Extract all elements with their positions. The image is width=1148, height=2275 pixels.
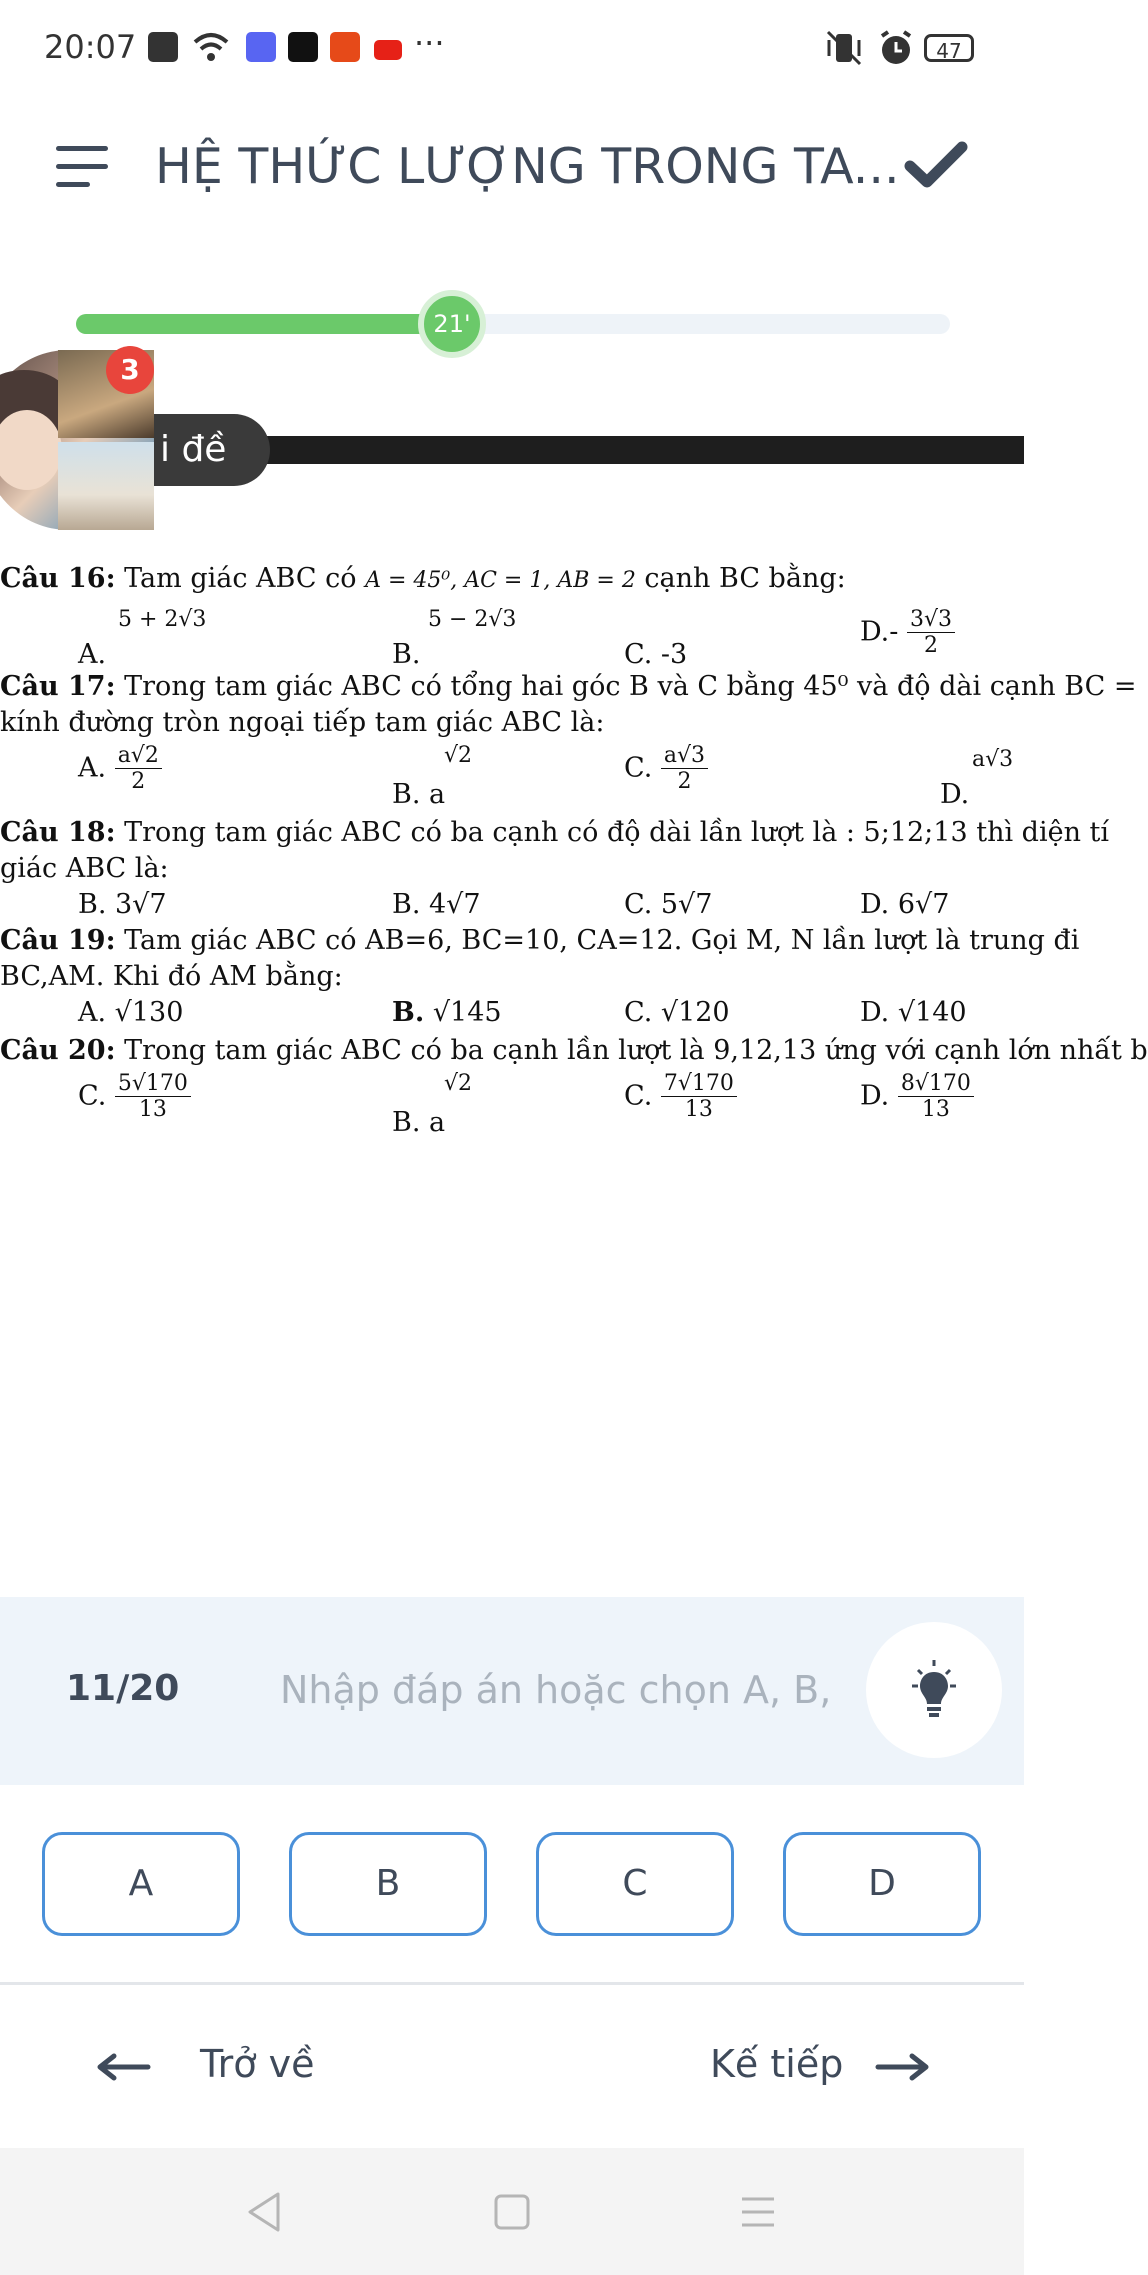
question-counter: 11/20 — [66, 1668, 180, 1709]
progress-fill — [76, 314, 452, 334]
timer-knob: 21' — [418, 290, 486, 358]
q16-option-a-value: 5 + 2√3 — [118, 607, 207, 632]
notification-badge: 3 — [106, 346, 154, 394]
choice-d-button[interactable]: D — [783, 1832, 981, 1936]
shopee-icon — [330, 32, 360, 62]
hamburger-icon[interactable] — [56, 146, 108, 200]
checkmark-icon[interactable] — [905, 140, 967, 190]
question-17-line2: kính đường tròn ngoại tiếp tam giác ABC là: — [0, 707, 605, 738]
arrow-right-icon — [874, 2052, 930, 2082]
q20-option-a: C. $\frac{5√170}{13}$ — [78, 1071, 191, 1123]
question-19: Câu 19: Tam giác ABC có AB=6, BC=10, CA=12. Gọi M, N lần lượt là trung đi — [0, 925, 1080, 956]
question-20: Câu 20: Trong tam giác ABC có ba cạnh lần lượt là 9,12,13 ứng với cạnh lớn nhất b — [0, 1035, 1148, 1066]
choice-a-button[interactable]: A — [42, 1832, 240, 1936]
q19-option-c: C. √120 — [624, 997, 730, 1028]
page-title: HỆ THỨC LƯỢNG TRONG TA... — [155, 138, 900, 195]
hint-button[interactable] — [866, 1622, 1002, 1758]
q18-option-c: C. 5√7 — [624, 889, 713, 920]
arrow-left-icon — [96, 2052, 152, 2082]
question-16: Câu 16: Tam giác ABC có A = 45⁰, AC = 1, AB = 2 cạnh BC bằng: — [0, 563, 846, 594]
question-19-line2: BC,AM. Khi đó AM bằng: — [0, 961, 343, 992]
q17-option-c: C. $\frac{a√3}{2}$ — [624, 743, 708, 795]
question-18-line2: giác ABC là: — [0, 853, 169, 884]
q16-option-b: B. — [392, 639, 421, 670]
q17-option-d-value: a√3 — [972, 747, 1014, 772]
q19-option-d: D. √140 — [860, 997, 967, 1028]
status-bar — [0, 0, 1024, 100]
wifi-icon — [192, 30, 230, 64]
mute-vibrate-icon — [824, 28, 864, 68]
system-home-icon[interactable] — [492, 2192, 532, 2232]
question-18: Câu 18: Trong tam giác ABC có ba cạnh có độ dài lần lượt là : 5;12;13 thì diện tí — [0, 817, 1110, 848]
answer-input[interactable] — [280, 1645, 840, 1735]
notification-x-icon — [148, 32, 178, 62]
profile-strip — [230, 436, 1024, 464]
q17-option-b: B. a — [392, 779, 446, 810]
q18-option-d: D. 6√7 — [860, 889, 950, 920]
q17-option-d: D. — [940, 779, 970, 810]
choice-c-button[interactable]: C — [536, 1832, 734, 1936]
lightbulb-icon — [906, 1658, 962, 1722]
tiktok-icon — [288, 32, 318, 62]
system-menu-icon[interactable] — [738, 2194, 778, 2230]
q16-option-a: A. — [78, 639, 107, 670]
youtube-icon — [374, 40, 402, 60]
question-17: Câu 17: Trong tam giác ABC có tổng hai góc B và C bằng 45⁰ và độ dài cạnh BC = — [0, 671, 1137, 702]
divider — [0, 1982, 1024, 1985]
alarm-icon — [876, 28, 916, 68]
q20-option-b-value: √2 — [444, 1071, 473, 1096]
next-button[interactable] — [700, 2030, 940, 2106]
status-time: 20:07 — [44, 28, 137, 66]
q16-option-d: D.- $\frac{3√3}{2}$ — [860, 607, 955, 659]
q19-option-b: B. √145 — [392, 997, 502, 1028]
q16-option-b-value: 5 − 2√3 — [428, 607, 517, 632]
back-label: Trở về — [200, 2042, 315, 2086]
q16-option-c: C. -3 — [624, 639, 688, 670]
back-button[interactable] — [90, 2030, 360, 2106]
q18-option-b: B. 4√7 — [392, 889, 481, 920]
q20-option-b: B. a — [392, 1107, 446, 1138]
q18-option-a: B. 3√7 — [78, 889, 167, 920]
answer-input-wrapper — [280, 1645, 840, 1735]
system-navigation-bar — [0, 2148, 1024, 2275]
discord-icon — [246, 32, 276, 62]
q20-option-d: D. $\frac{8√170}{13}$ — [860, 1071, 974, 1123]
profile-pill[interactable]: i đề — [130, 414, 270, 486]
q19-option-a: A. √130 — [78, 997, 184, 1028]
q17-option-b-value: √2 — [444, 743, 473, 768]
system-back-icon[interactable] — [244, 2190, 284, 2234]
battery-indicator: 47 — [924, 34, 974, 62]
more-notifications: ··· — [414, 24, 445, 62]
choice-b-button[interactable]: B — [289, 1832, 487, 1936]
q20-option-c: C. $\frac{7√170}{13}$ — [624, 1071, 737, 1123]
q17-option-a: A. $\frac{a√2}{2}$ — [78, 743, 162, 795]
next-label: Kế tiếp — [710, 2042, 844, 2086]
